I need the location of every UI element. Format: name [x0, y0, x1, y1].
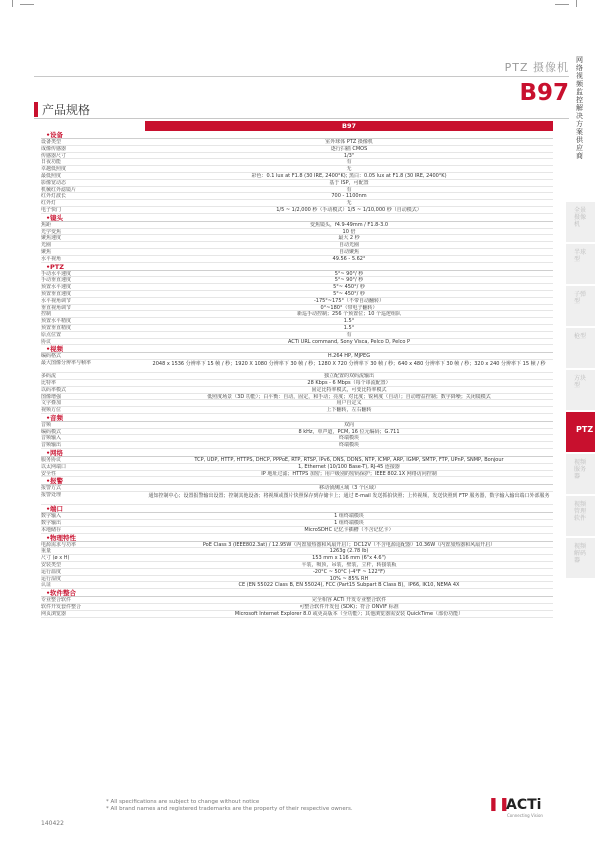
spec-value: 1, Ethernet (10/100 Base-T), RJ-45 连接器 [298, 463, 400, 470]
spec-row [41, 542, 553, 549]
spec-key: 控制 [41, 311, 52, 318]
spec-key: 设备类型 [41, 139, 62, 145]
spec-key: 服务协议 [41, 457, 62, 463]
spec-row [41, 464, 553, 471]
side-tab[interactable] [566, 286, 595, 328]
spec-row [41, 318, 553, 325]
spec-row [41, 249, 553, 256]
side-tab-label: 视频服务器 [574, 459, 587, 480]
spec-row [41, 400, 553, 407]
spec-row [41, 325, 553, 332]
spec-row [41, 373, 553, 380]
spec-table-body [41, 131, 553, 618]
spec-row [41, 520, 553, 527]
spec-key: 以码率模式 [41, 386, 67, 393]
crop-mark-right [576, 0, 577, 7]
spec-row [41, 457, 553, 464]
spec-value: ACTi URL command, Sony Visca, Pelco D, Pelco P [287, 338, 411, 345]
spec-key: 本地储存 [41, 526, 62, 533]
spec-key: 预置水平精度 [41, 318, 72, 324]
bullet-icon: • [46, 213, 51, 222]
spec-row [41, 394, 553, 401]
side-tabs [566, 202, 595, 580]
spec-row [41, 339, 553, 346]
spec-row [41, 139, 553, 146]
spec-group-label: 视频 [50, 345, 63, 354]
spec-key: 数字输出 [41, 520, 62, 526]
spec-key: 重量 [41, 548, 52, 555]
side-tab[interactable] [566, 496, 595, 538]
spec-row [41, 305, 553, 312]
spec-key: 聚焦 [41, 248, 52, 255]
spec-value: 终端模块 [338, 435, 359, 442]
spec-value: 700 - 1100nm [331, 193, 367, 200]
doc-number: 140422 [41, 820, 64, 827]
spec-table-header [41, 121, 553, 131]
spec-group-title [41, 477, 553, 485]
spec-key: 多码流 [41, 373, 57, 379]
spec-value: 室外球体 PTZ 摄像机 [325, 139, 373, 145]
spec-value: Microsoft Internet Explorer 8.0 或更高版本（全功能）；其他浏览器需安装 QuickTime（部份功能） [234, 610, 464, 617]
spec-row [41, 562, 553, 569]
spec-row [41, 442, 553, 449]
logo-tagline: Connecting Vision [507, 813, 543, 818]
spec-value: 5°~ 450°/ 秒 [333, 290, 365, 297]
spec-key: 手动水平速度 [41, 270, 72, 277]
model-name: B97 [519, 80, 569, 106]
spec-value: 自动光圈 [338, 242, 359, 248]
side-tab[interactable] [566, 454, 595, 496]
spec-key: 机械红外滤镜片 [41, 186, 77, 193]
spec-key: 编码格式 [41, 353, 62, 360]
side-tab[interactable] [566, 244, 595, 286]
spec-value: 1 组终端模块 [334, 520, 364, 526]
spec-row [41, 180, 553, 187]
side-tab[interactable] [566, 202, 595, 244]
spec-row [41, 513, 553, 520]
spec-key: 成像传感器 [41, 145, 67, 152]
spec-key: 垂直视角调节 [41, 304, 72, 311]
spec-value: 最大 2 秒 [338, 235, 360, 242]
spec-group-label: 物理特性 [50, 533, 76, 542]
spec-value: 5°~ 90°/ 秒 [334, 270, 364, 277]
spec-key: 报警方式 [41, 485, 62, 492]
spec-key: 报警处理 [41, 492, 62, 499]
spec-group-label: 端口 [50, 505, 63, 514]
footnotes [106, 799, 353, 813]
section-title: 产品规格 [42, 102, 91, 117]
spec-row [41, 271, 553, 278]
spec-row [41, 242, 553, 249]
spec-group-label: 镜头 [50, 213, 63, 222]
spec-key: 水平视角调节 [41, 297, 72, 304]
spec-value: 彩色：0.1 lux at F1.8 (30 IRE, 2400°K); 黑白：0.05 lux at F1.8 (30 IRE, 2400°K) [251, 172, 447, 179]
side-tab-label: 方块型 [574, 375, 587, 389]
spec-header-blank [41, 121, 145, 131]
spec-value: 无 [346, 200, 352, 206]
spec-row [41, 569, 553, 576]
spec-value: 用户自定义 [336, 400, 362, 407]
spec-key: 影像宽动态 [41, 179, 67, 186]
spec-key: 网页浏览器 [41, 610, 67, 617]
spec-row [41, 229, 553, 236]
spec-value: 无 [346, 166, 352, 172]
spec-key: 最大图像分辨率与帧率 [41, 360, 92, 367]
spec-value: 移动侦测区域（3 个区域） [319, 485, 379, 492]
side-tab-label: 视频管理软件 [574, 501, 587, 522]
spec-row [41, 492, 553, 505]
logo-wordmark: ACTi [506, 797, 542, 813]
spec-key: 聚焦速度 [41, 235, 62, 242]
spec-value: 变焦镜头，f4.9-49mm / F1.8-3.0 [309, 221, 389, 228]
spec-key: 预置水平速度 [41, 284, 72, 290]
side-tab-label: 子弹型 [574, 291, 587, 305]
spec-key: 图像增强 [41, 393, 62, 400]
spec-row [41, 555, 553, 562]
spec-value: IP 地址过滤；HTTPS 加密；用户级别的密码保护；IEEE 802.1X 网络访问控制 [261, 470, 437, 477]
spec-row [41, 597, 553, 604]
header-divider [34, 76, 569, 77]
spec-row [41, 200, 553, 207]
spec-value: PoE Class 3 (IEEE802.3at) / 12.95W（内置加热器和风扇开启）；DC12V（不含电源适配器）10.36W（内置加热器和风扇开启） [202, 541, 496, 548]
bullet-icon: • [46, 505, 51, 514]
spec-key: 音频输入 [41, 435, 62, 442]
bullet-icon: • [46, 413, 51, 422]
spec-value: 2048 x 1536 分辨率下 15 帧 / 秒；1920 X 1080 分辨率下 30 帧 / 秒；1280 X 720 分辨率下 30 帧 / 秒；640 x 480 分辨率下 30 帧 / 秒；320 x 240 分辨率下 15 帧 / 秒 [152, 360, 546, 367]
spec-group-label: 报警 [50, 477, 63, 486]
spec-group-label: 软件整合 [50, 589, 76, 598]
spec-value: 上下翻转，左右翻转 [326, 407, 372, 413]
spec-row [41, 435, 553, 442]
spec-value: 固定比特率模式，可变比特率模式 [311, 386, 387, 393]
bullet-icon: • [46, 449, 51, 458]
spec-row [41, 187, 553, 194]
spec-value: 28 Kbps - 6 Mbps（每个串流配置） [307, 379, 391, 386]
spec-group-title [41, 534, 553, 542]
spec-value: 1 组终端模块 [334, 513, 364, 520]
spec-key: 安装类型 [41, 562, 62, 568]
spec-value: 低照度场景（3D 功能）；白平衡：自动，固定，和手动；亮度；对比度；锐利度（自动）；自动增益控制；数字降噪；关闭镜模式 [207, 393, 491, 400]
spec-value: 平装，吸顶，吊装，壁装，立杆，转接装板 [301, 562, 397, 568]
spec-model-header: B97 [145, 121, 553, 131]
bullet-icon: • [46, 345, 51, 354]
spec-value: 自动聚焦 [338, 248, 359, 255]
side-tab[interactable] [566, 538, 595, 580]
spec-key: 电源需求与功率 [41, 541, 77, 548]
spec-key: 认证 [41, 582, 52, 589]
spec-value: 逐行扫描 CMOS [330, 145, 368, 152]
spec-value: 0°~180°（带电子翻转） [320, 304, 378, 311]
spec-key: 运行温度 [41, 568, 62, 575]
spec-key: 协议 [41, 338, 52, 345]
spec-row [41, 380, 553, 387]
spec-value: 有 [346, 159, 352, 166]
spec-key: 安全性 [41, 470, 57, 477]
spec-group-title [41, 263, 553, 271]
bullet-icon: • [46, 477, 51, 486]
spec-row [41, 582, 553, 589]
crop-mark-right-h [555, 4, 569, 5]
logo-mark-icon: ❚❚ [488, 797, 510, 812]
spec-row [41, 311, 553, 318]
spec-group-title [41, 214, 553, 222]
spec-row [41, 284, 553, 291]
spec-row [41, 332, 553, 339]
spec-key: 音频输出 [41, 442, 62, 449]
spec-row [41, 485, 553, 492]
spec-key: 视频方位 [41, 407, 62, 413]
spec-key: 专业整合软件 [41, 597, 72, 604]
spec-row [41, 256, 553, 263]
side-tab[interactable] [566, 412, 595, 454]
spec-value: H.264 HP, MJPEG [327, 353, 371, 360]
spec-row [41, 471, 553, 478]
spec-value: 独立配置的双码流输出 [323, 373, 374, 379]
side-tab-label: 全景摄像机 [574, 207, 587, 228]
spec-key: 焦距 [41, 221, 52, 228]
spec-group-title [41, 131, 553, 139]
spec-value: 10 倍 [342, 228, 356, 235]
spec-row [41, 548, 553, 555]
spec-value: 1263g (2.78 lb) [329, 548, 369, 555]
spec-value: 终端模块 [338, 442, 359, 449]
spec-key: 日夜功能 [41, 159, 62, 166]
spec-value: 153 mm x 116 mm (6"x 4.6") [312, 555, 386, 562]
spec-key: 卓越低照度 [41, 166, 67, 172]
spec-row [41, 146, 553, 153]
spec-key: 光圈 [41, 242, 52, 248]
spec-value: 有 [346, 331, 352, 338]
spec-value: -20°C ~ 50°C (-4°F ~ 122°F) [312, 568, 386, 575]
spec-value: 1/5 ~ 1/2,000 秒（手动模式）1/5 ~ 1/10,000 秒（自动模式） [276, 206, 422, 213]
section-header [34, 101, 90, 117]
spec-value: 49.56 - 5.62° [332, 255, 366, 262]
spec-key: 以太网端口 [41, 463, 67, 470]
spec-group-title [41, 589, 553, 597]
spec-key: 文字叠加 [41, 400, 62, 407]
spec-row [41, 429, 553, 436]
spec-value: 可整合软件开发包 (SDK)；符合 ONVIF 标准 [299, 604, 399, 610]
spec-row [41, 277, 553, 284]
spec-value: MicroSDHC 记忆卡插槽（不含记忆卡） [304, 526, 394, 533]
section-accent-bar [34, 102, 38, 117]
acti-logo [488, 797, 548, 821]
side-tab-label: 视频解码器 [574, 543, 587, 564]
spec-value: 有 [346, 186, 352, 193]
crop-mark-left-h [20, 4, 34, 5]
footnote-2: * All brand names and registered trademarks are the property of their respective owners. [106, 806, 353, 812]
spec-key: 编码模式 [41, 428, 62, 435]
spec-key: 预置垂直精度 [41, 324, 72, 331]
spec-key: 数字输入 [41, 513, 62, 520]
spec-row [41, 298, 553, 305]
spec-value: 5°~ 90°/ 秒 [334, 277, 364, 284]
spec-value: 完全相容 ACTi 开发专业整合软件 [311, 597, 387, 604]
spec-row [41, 159, 553, 166]
spec-key: 红外灯波长 [41, 193, 67, 200]
spec-key: 传感器尺寸 [41, 152, 67, 159]
spec-key: 水平视角 [41, 255, 62, 262]
footnote-1: * All specifications are subject to change without notice [106, 799, 260, 805]
spec-row [41, 173, 553, 180]
side-tab-label: PTZ [576, 425, 594, 434]
spec-row [41, 353, 553, 360]
spec-value: 基于 ISP，可配置 [329, 179, 369, 186]
spec-value: CE (EN 55022 Class B, EN 55024), FCC (Part15 Subpart B Class B)，IP66, IK10, NEMA 4X [238, 582, 460, 589]
spec-row [41, 166, 553, 173]
spec-value: 1/3" [343, 152, 355, 159]
spec-key: 红外灯 [41, 200, 57, 206]
spec-row [41, 422, 553, 429]
spec-group-label: 音频 [50, 413, 63, 422]
spec-key: 最低照度 [41, 172, 62, 179]
spec-value: 通知控制中心；设置报警输出设置；控制其他设备；将视频或图片快照保存到存储卡上；通过 E-mail 发送抓拍快照；上传视频，发送快照到 FTP 服务器，数字输入输出端口外部服务 [148, 492, 550, 499]
spec-group-label: PTZ [50, 262, 64, 271]
spec-row [41, 576, 553, 583]
side-tab[interactable] [566, 328, 595, 370]
spec-key: 光学变焦 [41, 228, 62, 235]
spec-value: 1.5° [343, 318, 355, 324]
spec-table [41, 121, 553, 618]
spec-row [41, 235, 553, 242]
crop-marks [0, 0, 595, 8]
spec-key: 手动垂直速度 [41, 277, 72, 284]
side-title: 网络视频监控解决方案供应商 [576, 56, 583, 160]
spec-row [41, 291, 553, 298]
spec-group-title [41, 414, 553, 422]
side-tab[interactable] [566, 370, 595, 412]
spec-group-label: 网络 [50, 449, 63, 458]
spec-key: 预置垂直速度 [41, 290, 72, 297]
spec-row [41, 207, 553, 214]
spec-row [41, 604, 553, 611]
spec-key: 音频 [41, 421, 52, 428]
spec-key: 软件开发套件整合 [41, 604, 82, 610]
spec-value: 新巡手动控制；256 个预置位；10 个巡逻组队 [296, 311, 402, 318]
spec-group-label: 设备 [50, 131, 63, 139]
spec-group-title [41, 345, 553, 353]
spec-group-title [41, 505, 553, 513]
bullet-icon: • [46, 589, 51, 598]
spec-row [41, 222, 553, 229]
side-tab-label: 半球型 [574, 249, 587, 263]
spec-value: TCP, UDP, HTTP, HTTPS, DHCP, PPPoE, RTP, RTSP, IPv6, DNS, DDNS, NTP, ICMP, ARP, IGMP, SMTP, FTP, UPnP, SNMP, Bonjour [194, 457, 504, 463]
bullet-icon: • [46, 533, 51, 542]
product-category: PTZ 摄像机 [504, 61, 569, 74]
spec-key: 比特率 [41, 379, 57, 386]
spec-key: 原点位置 [41, 331, 62, 338]
spec-key: 运行湿度 [41, 575, 62, 582]
spec-row [41, 611, 553, 618]
spec-value: 双向 [343, 421, 354, 428]
spec-value: 8 kHz，单声道，PCM, 16 位元编码；G.711 [298, 428, 400, 435]
side-tab-label: 枪型 [574, 333, 587, 340]
spec-value: 1.5° [343, 324, 355, 331]
bullet-icon: • [46, 262, 51, 271]
bullet-icon: • [46, 131, 51, 139]
spec-value: 5°~ 450°/ 秒 [333, 284, 365, 290]
spec-row [41, 153, 553, 160]
spec-row [41, 387, 553, 394]
spec-key: 电子快门 [41, 206, 62, 213]
spec-key: 尺寸 (ø x H) [41, 555, 70, 562]
spec-row [41, 360, 553, 373]
crop-mark-left [12, 0, 13, 7]
spec-group-title [41, 449, 553, 457]
spec-row [41, 193, 553, 200]
section-divider [34, 118, 569, 119]
spec-value: 10% ~ 85% RH [329, 575, 369, 582]
spec-value: -175°~175°（不带自动翻转） [313, 297, 385, 304]
spec-row [41, 527, 553, 534]
spec-row [41, 407, 553, 414]
